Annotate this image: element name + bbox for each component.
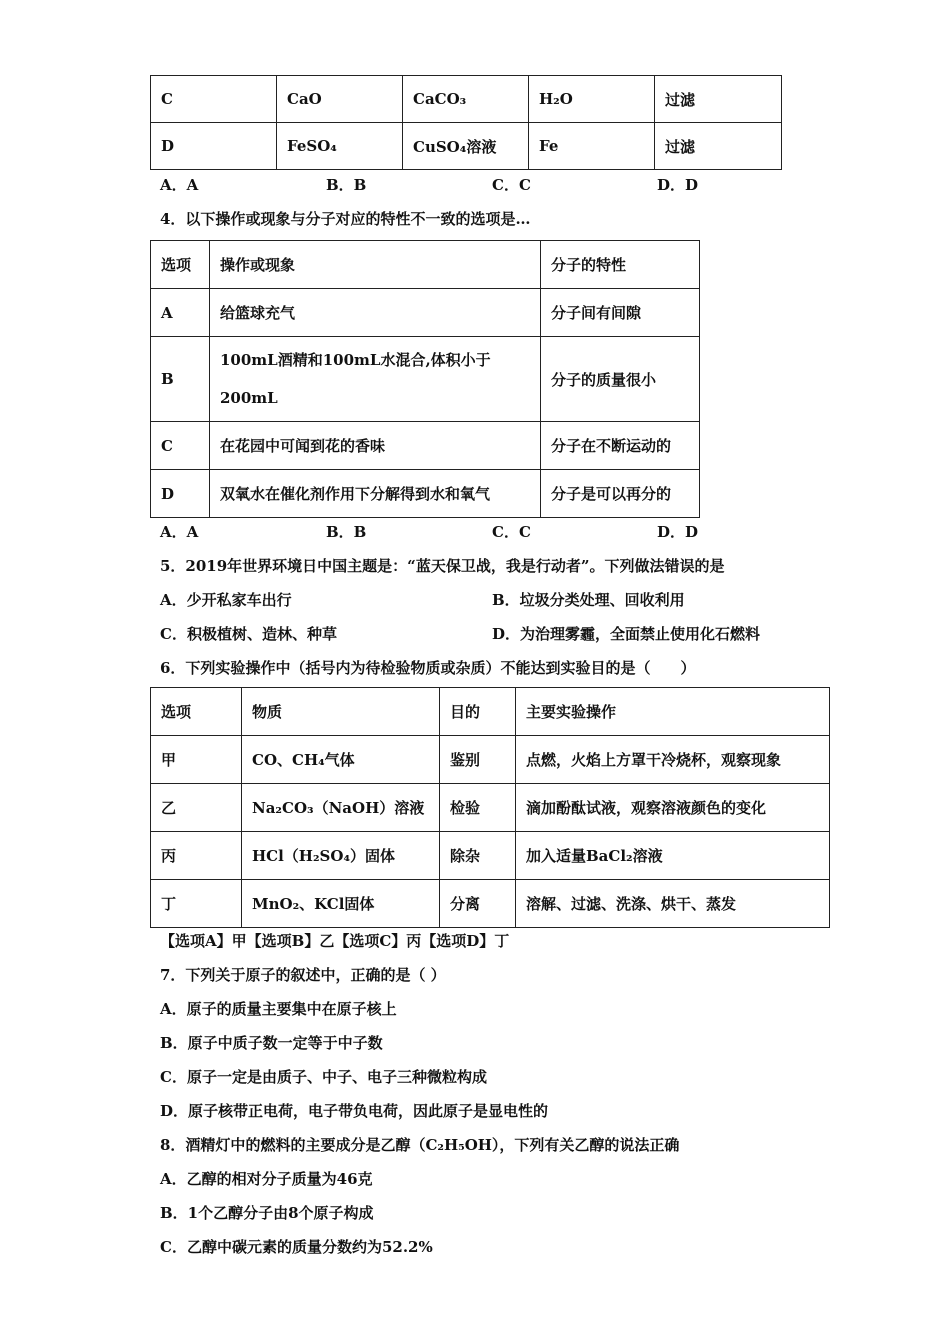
q8-option-c: C．乙醇中碳元素的质量分数约为52.2% [160,1238,433,1256]
table-cell: 溶解、过滤、洗涤、烘干、蒸发 [516,880,830,928]
table-cell: 在花园中可闻到花的香味 [210,422,541,470]
q7-stem: 7．下列关于原子的叙述中，正确的是（ ） [160,966,446,984]
table-cell: B [151,337,210,422]
q7-option-c: C．原子一定是由质子、中子、电子三种微粒构成 [160,1068,487,1086]
table-cell: A [151,289,210,337]
q3-option-a: A．A [160,176,199,194]
q3-option-c: C．C [492,176,531,194]
q5-option-a: A．少开私家车出行 [160,591,292,609]
table-cell: 加入适量BaCl₂溶液 [516,832,830,880]
table-header-cell: 选项 [151,241,210,289]
table-cell: 鉴别 [440,736,516,784]
table-cell: 分子间有间隙 [541,289,700,337]
table-cell: FeSO₄ [277,123,403,170]
table-cell: 过滤 [655,123,782,170]
table-cell: 分离 [440,880,516,928]
table-cell: CuSO₄溶液 [403,123,529,170]
table-cell: C [151,76,277,123]
table-cell: CaO [277,76,403,123]
q3-table [150,75,782,170]
q4-option-b: B．B [326,523,367,541]
table-cell: 除杂 [440,832,516,880]
table-cell: 乙 [151,784,242,832]
table-cell: MnO₂、KCl固体 [242,880,440,928]
table-cell: 过滤 [655,76,782,123]
table-cell: CO、CH₄气体 [242,736,440,784]
table-cell: CaCO₃ [403,76,529,123]
q5-option-d: D．为治理雾霾，全面禁止使用化石燃料 [492,625,761,643]
table-cell: HCl（H₂SO₄）固体 [242,832,440,880]
table-header-cell: 主要实验操作 [516,688,830,736]
table-cell: 检验 [440,784,516,832]
q4-option-d: D．D [657,523,699,541]
table-header-cell: 操作或现象 [210,241,541,289]
q3-option-d: D．D [657,176,699,194]
table-cell: H₂O [529,76,655,123]
table-cell-line: 200mL [220,389,278,407]
q6-table [150,687,830,928]
table-cell: 丁 [151,880,242,928]
q6-options: 【选项A】甲【选项B】乙【选项C】丙【选项D】丁 [160,932,510,950]
table-cell-line: 100mL酒精和100mL水混合,体积小于 [220,351,491,369]
table-header-cell: 目的 [440,688,516,736]
table-cell [210,337,541,422]
q6-stem: 6．下列实验操作中（括号内为待检验物质或杂质）不能达到实验目的是（ ） [160,659,696,677]
q4-option-a: A．A [160,523,199,541]
table-header-cell: 分子的特性 [541,241,700,289]
table-cell: 点燃，火焰上方罩干冷烧杯，观察现象 [516,736,830,784]
table-cell: 分子的质量很小 [541,337,700,422]
q5-option-c: C．积极植树、造林、种草 [160,625,337,643]
q4-option-c: C．C [492,523,531,541]
table-cell: 丙 [151,832,242,880]
table-header-cell: 物质 [242,688,440,736]
q8-option-a: A．乙醇的相对分子质量为46克 [160,1170,373,1188]
table-cell: D [151,470,210,518]
table-cell: 滴加酚酞试液，观察溶液颜色的变化 [516,784,830,832]
table-cell: C [151,422,210,470]
table-cell: 分子在不断运动的 [541,422,700,470]
table-cell: Na₂CO₃（NaOH）溶液 [242,784,440,832]
table-cell: 分子是可以再分的 [541,470,700,518]
q4-stem: 4．以下操作或现象与分子对应的特性不一致的选项是… [160,210,531,228]
q5-stem: 5．2019年世界环境日中国主题是：“蓝天保卫战，我是行动者”。下列做法错误的是 [160,557,725,575]
q7-option-d: D．原子核带正电荷，电子带负电荷，因此原子是显电性的 [160,1102,549,1120]
q3-option-b: B．B [326,176,367,194]
table-cell: 双氧水在催化剂作用下分解得到水和氧气 [210,470,541,518]
table-cell: D [151,123,277,170]
q7-option-a: A．原子的质量主要集中在原子核上 [160,1000,397,1018]
q8-option-b: B．1个乙醇分子由8个原子构成 [160,1204,374,1222]
table-cell: Fe [529,123,655,170]
q8-stem: 8．酒精灯中的燃料的主要成分是乙醇（C₂H₅OH），下列有关乙醇的说法正确 [160,1136,680,1154]
table-cell: 给篮球充气 [210,289,541,337]
table-header-cell: 选项 [151,688,242,736]
table-cell: 甲 [151,736,242,784]
q5-option-b: B．垃圾分类处理、回收利用 [492,591,685,609]
q7-option-b: B．原子中质子数一定等于中子数 [160,1034,383,1052]
q4-table [150,240,700,518]
